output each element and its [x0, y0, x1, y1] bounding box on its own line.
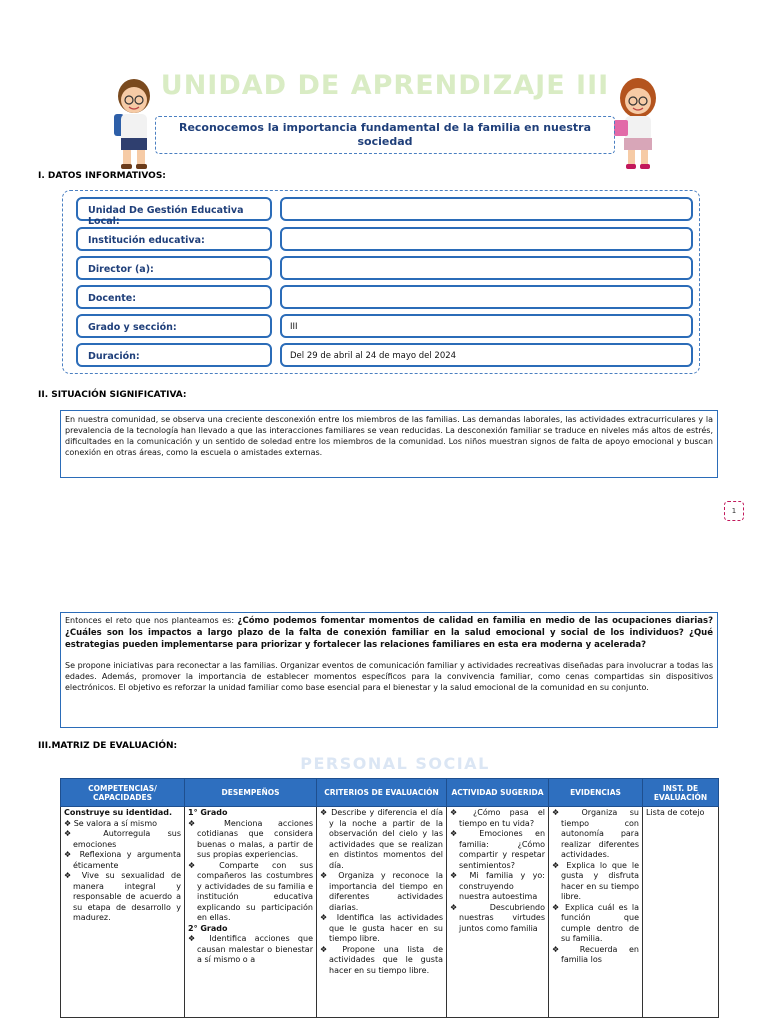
list-item: ❖ Organiza su tiempo con autonomía para realizar diferentes actividades. — [552, 808, 639, 859]
info-row-director — [76, 256, 693, 280]
section-heading-datos: I. DATOS INFORMATIVOS: — [38, 171, 166, 181]
info-label: Institución educativa: — [76, 227, 272, 251]
unit-subtitle: Reconocemos la importancia fundamental de la familia en nuestra sociedad — [155, 116, 615, 154]
info-label: Unidad De Gestión Educativa Local: — [76, 197, 272, 221]
list-item: ❖ Mi familia y yo: construyendo nuestra autoestima — [450, 871, 545, 901]
reto-questions: ¿Cómo podemos fomentar momentos de calidad en familia en medio de las ocupaciones diarias? ¿Cuáles son los impactos a largo plazo de la falta de conexión familiar en la salud emocional y social de los individuos? ¿Qué estrategias pueden implementarse para priorizar y fortalecer las relaciones familiares en esta era moderna y acelerada? — [65, 616, 713, 650]
info-value[interactable]: III — [280, 314, 693, 338]
cell-evidencias — [549, 807, 643, 1018]
competencia-title: Construye su identidad. — [64, 808, 173, 817]
info-value[interactable] — [280, 285, 693, 309]
matrix-header-row — [61, 779, 719, 807]
section-heading-situacion: II. SITUACIÓN SIGNIFICATIVA: — [38, 390, 187, 400]
list-item: ❖ Explica cuál es la función que cumple dentro de su familia. — [552, 902, 639, 943]
reto-box — [60, 612, 718, 728]
section-heading-matriz: III.MATRIZ DE EVALUACIÓN: — [38, 741, 178, 751]
info-value[interactable] — [280, 197, 693, 221]
list-item: ❖ Vive su sexualidad de manera integral y responsable de acuerdo a su etapa de desarrollo y madurez. — [64, 871, 181, 922]
situacion-text: En nuestra comunidad, se observa una creciente desconexión entre los miembros de las familias. Las demandas laborales, las actividades extracurriculares y la prevalencia de la tecnología han llevado a que las interacciones familiares se vean reducidas. La desconexión familiar se traduce en niveles más altos de estrés, dificultades en la comunicación y un sentido de soledad entre los miembros de la comunidad. Los niños muestran signos de falta de apoyo emocional y buscan conexión en otras áreas, como la escuela o amistades externas. — [60, 410, 718, 478]
list-item: ❖ Organiza y reconoce la importancia del tiempo en diferentes actividades diarias. — [320, 871, 444, 912]
list-item: ❖ Se valora a sí mismo — [64, 818, 157, 828]
info-row-institucion — [76, 227, 693, 251]
reto-intro: Entonces el reto que nos planteamos es: — [65, 616, 238, 625]
info-label: Director (a): — [76, 256, 272, 280]
info-row-duracion — [76, 343, 693, 367]
list-item: ❖ Reflexiona y argumenta éticamente — [64, 850, 182, 870]
col-header-instrumento: INST. DE EVALUACIÓN — [643, 779, 719, 807]
cell-instrumento — [643, 807, 719, 1018]
list-item: ❖ Describe y diferencia el día y la noche a partir de la observación del cielo y las actividades que se realizan en distintos momentos del día. — [320, 808, 443, 870]
col-header-criterios: CRITERIOS DE EVALUACIÓN — [317, 779, 447, 807]
grade-label: 2° Grado — [188, 923, 228, 933]
evaluation-matrix — [60, 778, 719, 1018]
col-header-competencias: COMPETENCIAS/ CAPACIDADES — [61, 779, 185, 807]
info-value[interactable] — [280, 256, 693, 280]
list-item: ❖ Menciona acciones cotidianas que considera buenas o malas, a partir de sus propias experiencias. — [188, 818, 313, 859]
list-item: ❖ Comparte con sus compañeros las costumbres y actividades de su familia e institución educativa explicando su participación en ellas. — [188, 860, 313, 922]
cell-competencia — [61, 807, 185, 1018]
page-number: 1 — [724, 501, 744, 521]
col-header-evidencias: EVIDENCIAS — [549, 779, 643, 807]
info-label: Grado y sección: — [76, 314, 272, 338]
cell-desempenos — [185, 807, 317, 1018]
cell-criterios — [317, 807, 447, 1018]
col-header-actividad: ACTIVIDAD SUGERIDA — [447, 779, 549, 807]
list-item: ❖ Explica lo que le gusta y disfruta hacer en su tiempo libre. — [552, 860, 640, 901]
list-item: ❖ Autorregula sus emociones — [64, 829, 181, 849]
info-value[interactable] — [280, 227, 693, 251]
table-row — [61, 807, 719, 1018]
cell-actividades — [447, 807, 549, 1018]
proposal-paragraph: Se propone iniciativas para reconectar a las familias. Organizar eventos de comunicación familiar y actividades recreativas diseñadas para involucrar a todas las edades. Además, promover la importancia de establecer momentos específicos para la convivencia familiar, como cenas compartidas sin dispositivos electrónicos. El objetivo es reforzar la unidad familiar como base esencial para el bienestar y la salud emocional de la comunidad en su conjunto. — [65, 661, 713, 692]
info-label: Docente: — [76, 285, 272, 309]
area-title: PERSONAL SOCIAL — [300, 754, 490, 773]
list-item: ❖ Descubriendo nuestras virtudes juntos como familia — [450, 902, 545, 933]
list-item: ❖ Emociones en familia: ¿Cómo compartir y respetar sentimientos? — [450, 829, 546, 870]
info-value[interactable]: Del 29 de abril al 24 de mayo del 2024 — [280, 343, 693, 367]
list-item: ❖ Identifica acciones que causan malestar o bienestar a sí mismo o a — [188, 934, 314, 964]
col-header-desempenos: DESEMPEÑOS — [185, 779, 317, 807]
info-row-grado — [76, 314, 693, 338]
unit-title: UNIDAD DE APRENDIZAJE III — [160, 70, 610, 101]
list-item: ❖ ¿Cómo pasa el tiempo en tu vida? — [450, 808, 545, 828]
info-row-ugel — [76, 197, 693, 227]
list-item: ❖ Recuerda en familia los — [552, 944, 639, 964]
info-row-docente — [76, 285, 693, 309]
list-item: ❖ Propone una lista de actividades que le gusta hacer en su tiempo libre. — [320, 944, 443, 975]
instrumento-text: Lista de cotejo — [646, 808, 705, 817]
reto-paragraph — [65, 615, 713, 651]
info-label: Duración: — [76, 343, 272, 367]
list-item: ❖ Identifica las actividades que le gusta hacer en su tiempo libre. — [320, 913, 443, 943]
grade-label: 1° Grado — [188, 808, 228, 817]
